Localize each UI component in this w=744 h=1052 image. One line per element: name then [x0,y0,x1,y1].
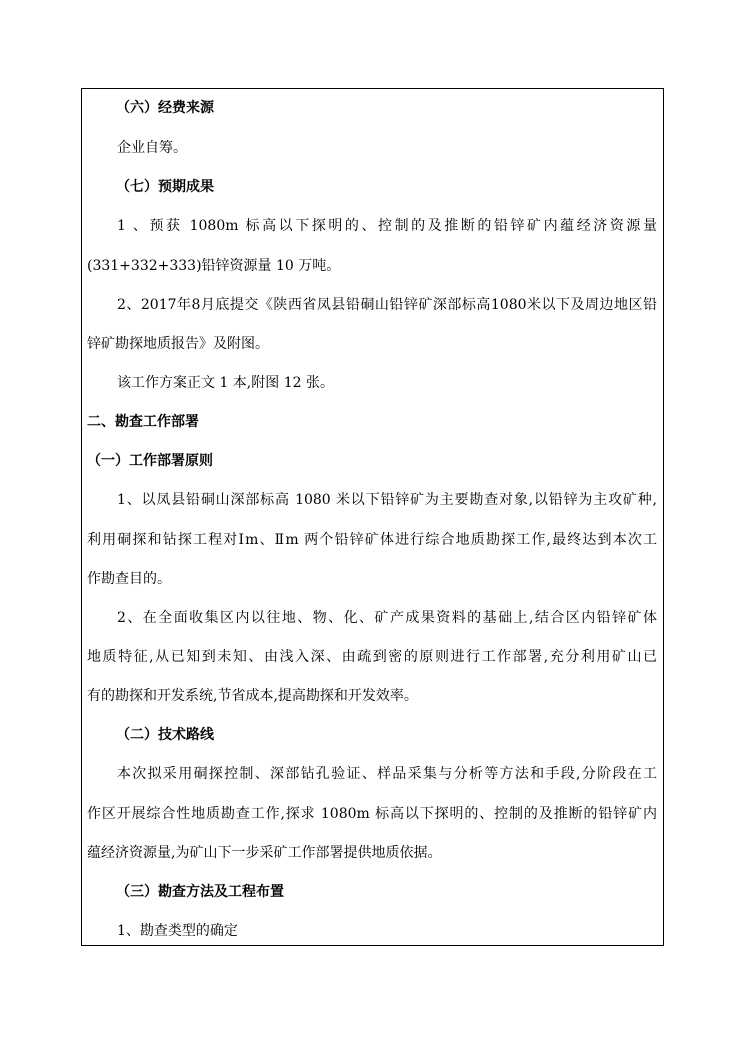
subsection2-heading: （二）技术路线 [116,727,214,743]
subsection1-heading: （一）工作部署原则 [87,453,213,469]
result1-line1: 1 、预获 1080m 标高以下探明的、控制的及推断的铅锌矿内蕴经济资源量 [117,218,657,234]
route-line2: 作区开展综合性地质勘查工作,探求 1080m 标高以下探明的、控制的及推断的铅锌矿内 [87,806,657,822]
principle2-line2: 地质特征,从已知到未知、由浅入深、由疏到密的原则进行工作部署,充分利用矿山已 [87,649,657,665]
part2-heading: 二、勘查工作部署 [87,414,199,430]
result2-line1: 2、2017年8月底提交《陕西省凤县铅硐山铅锌矿深部标高1080米以下及周边地区铅 [117,297,657,313]
route-line1: 本次拟采用硐探控制、深部钻孔验证、样品采集与分析等方法和手段,分阶段在工 [117,766,657,782]
principle1-line1: 1、以凤县铅硐山深部标高 1080 米以下铅锌矿为主要勘查对象,以铅锌为主攻矿种, [117,492,657,508]
principle2-line1: 2、在全面收集区内以往地、物、化、矿产成果资料的基础上,结合区内铅锌矿体 [117,610,657,626]
principle2-line3: 有的勘探和开发系统,节省成本,提高勘探和开发效率。 [87,688,418,704]
section6-body: 企业自筹。 [117,140,187,156]
result3-text: 该工作方案正文 1 本,附图 12 张。 [117,375,334,391]
result2-line2: 锌矿勘探地质报告》及附图。 [87,336,269,352]
item1-text: 1、勘查类型的确定 [117,923,238,939]
route-line3: 蕴经济资源量,为矿山下一步采矿工作部署提供地质依据。 [87,845,442,861]
result1-line2: (331+332+333)铅锌资源量 10 万吨。 [87,258,341,274]
section7-heading: （七）预期成果 [116,179,214,195]
principle1-line2: 利用硐探和钻探工程对Ⅰm、Ⅱm 两个铅锌矿体进行综合地质勘探工作,最终达到本次工 [87,532,657,548]
section6-heading: （六）经费来源 [116,100,214,116]
principle1-line3: 作勘查目的。 [87,571,171,587]
subsection3-heading: （三）勘查方法及工程布置 [116,884,284,900]
